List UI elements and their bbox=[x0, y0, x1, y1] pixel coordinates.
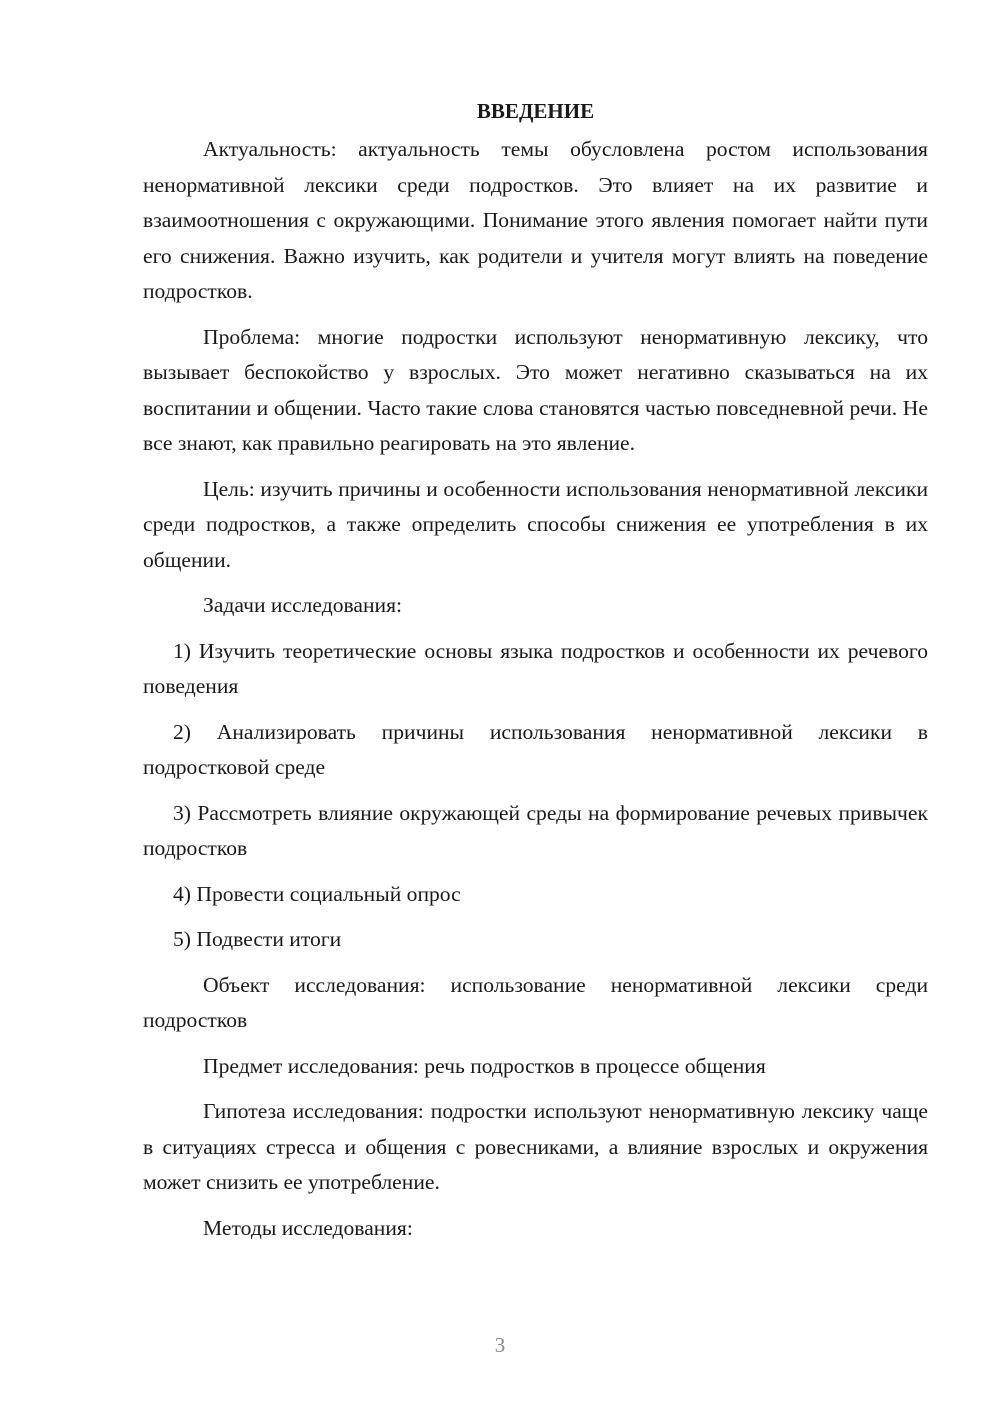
section-heading: ВВЕДЕНИЕ bbox=[476, 99, 595, 123]
task-item-2: 2) Анализировать причины использования ненормативной лексики в подростковой среде bbox=[143, 719, 928, 779]
task-item-1: 1) Изучить теоретические основы языка подростков и особенности их речевого поведения bbox=[143, 638, 928, 698]
task-item-4: 4) Провести социальный опрос bbox=[173, 881, 461, 906]
object-paragraph: Объект исследования: использование ненормативной лексики среди подростков bbox=[143, 972, 928, 1032]
problem-paragraph: Проблема: многие подростки используют ненормативную лексику, что вызывает беспокойство у взрослых. Это может негативно сказываться на их воспитании и общении. Часто такие слова становятся частью повседневной речи. Не все знают, как правильно реагировать на это явление. bbox=[143, 324, 928, 455]
subject-paragraph: Предмет исследования: речь подростков в процессе общения bbox=[203, 1053, 766, 1078]
tasks-heading: Задачи исследования: bbox=[203, 593, 403, 617]
page-number: 3 bbox=[494, 1333, 506, 1357]
methods-heading: Методы исследования: bbox=[203, 1215, 413, 1240]
task-item-5: 5) Подвести итоги bbox=[173, 927, 342, 951]
goal-paragraph: Цель: изучить причины и особенности использования ненормативной лексики среди подростков, а также определить способы снижения ее употребления в их общении. bbox=[143, 476, 928, 572]
relevance-paragraph: Актуальность: актуальность темы обусловлена ростом использования ненормативной лексики среди подростков. Это влияет на их развитие и взаимоотношения с окружающими. Понимание этого явления помогает найти пути его снижения. Важно изучить, как родители и учителя могут влиять на поведение подростков. bbox=[143, 137, 928, 303]
document-page bbox=[143, 95, 928, 1256]
task-item-3: 3) Рассмотреть влияние окружающей среды на формирование речевых привычек подростков bbox=[143, 800, 928, 860]
hypothesis-paragraph: Гипотеза исследования: подростки используют ненормативную лексику чаще в ситуациях стресса и общения с ровесниками, а влияние взрослых и окружения может снизить ее употребление. bbox=[143, 1099, 928, 1194]
